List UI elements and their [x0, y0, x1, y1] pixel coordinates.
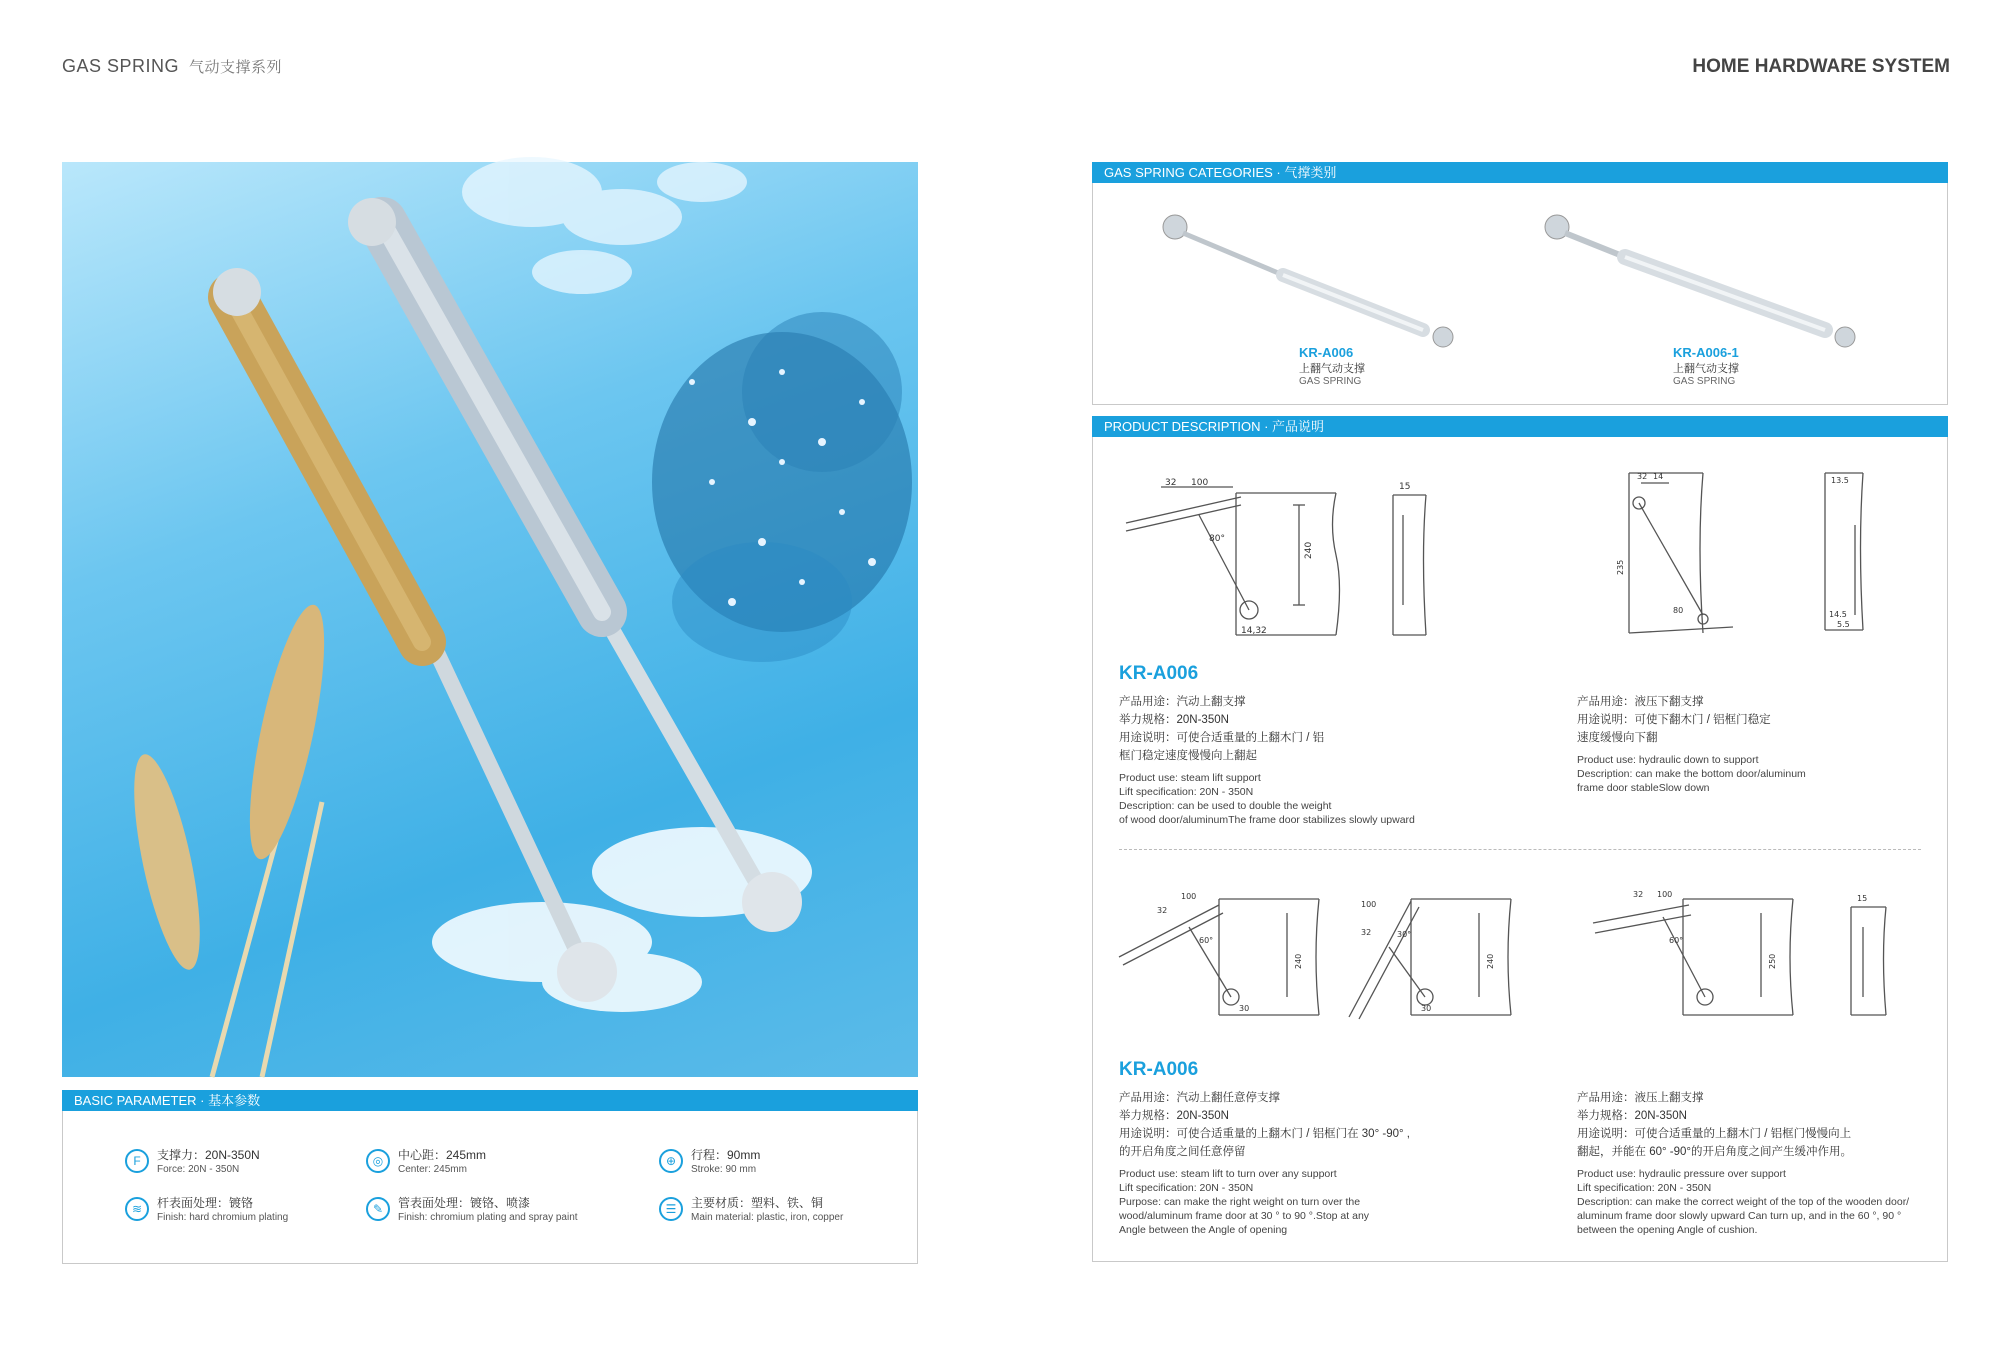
stroke-crosshair-icon: ⊕: [659, 1149, 683, 1173]
section1-right-text: [1577, 693, 1937, 795]
text-line: aluminum frame door slowly upward Can turn up, and in the 60 °, 90 °: [1577, 1210, 1902, 1222]
param-stroke-cn: 行程：90mm: [691, 1148, 761, 1162]
wheat-decoration: [121, 599, 340, 1077]
basic-parameter-panel: [62, 1111, 918, 1264]
center-target-icon: ◎: [366, 1149, 390, 1173]
series-title-en: GAS SPRING: [62, 56, 180, 76]
section1-left-text: [1119, 693, 1539, 827]
text-line: 用途说明：可使合适重量的上翻木门 / 铝: [1119, 732, 1325, 744]
diagram-hydraulic-up: [1593, 887, 1823, 1027]
dim-100: 100: [1181, 892, 1197, 901]
category-code: KR-A006: [1299, 345, 1354, 360]
dim-135: 13.5: [1831, 476, 1849, 485]
param-center-cn: 中心距：245mm: [398, 1148, 487, 1162]
text-line: 翻起，并能在 60° -90°的开启角度之间产生缓冲作用。: [1577, 1146, 1852, 1158]
text-line: Description: can make the correct weight of the top of the wooden door/: [1577, 1196, 1910, 1208]
text-line: 用途说明：可使合适重量的上翻木门 / 铝框门在 30° -90° ,: [1119, 1128, 1410, 1140]
text-line: 产品用途：汽动上翻任意停支撑: [1119, 1092, 1280, 1104]
text-line: 举力规格：20N-350N: [1577, 1110, 1687, 1122]
diagram-lift-side: [1381, 475, 1441, 645]
param-force: [125, 1147, 260, 1177]
param-center-en: Center: 245mm: [398, 1164, 467, 1175]
text-line: Lift specification: 20N - 350N: [1119, 786, 1254, 798]
param-center: [366, 1147, 486, 1177]
text-line: Product use: hydraulic down to support: [1577, 754, 1759, 766]
dim-100: 100: [1361, 900, 1377, 909]
dim-100: 100: [1657, 890, 1673, 899]
text-line: Product use: hydraulic pressure over support: [1577, 1168, 1786, 1180]
text-line: wood/aluminum frame door at 30 ° to 90 °.Stop at any: [1119, 1210, 1370, 1222]
text-line: 产品用途：液压下翻支撑: [1577, 696, 1704, 708]
dried-flowers-decoration: [652, 312, 912, 662]
category-item-a006-1: [1673, 345, 1739, 387]
param-force-en: Force: 20N - 350N: [157, 1164, 240, 1175]
diagram-down-side: [1815, 465, 1875, 635]
dim-55: 5.5: [1837, 620, 1850, 629]
dim-32b: 32: [1637, 472, 1648, 481]
dim-30: 30: [1239, 1004, 1250, 1013]
gold-gas-spring: [213, 268, 617, 1002]
param-tube-finish-en: Finish: chromium plating and spray paint: [398, 1212, 578, 1223]
param-stroke: [659, 1147, 760, 1177]
dim-240: 240: [1294, 953, 1303, 969]
categories-panel: [1092, 183, 1948, 405]
diagram-down-support: [1616, 465, 1733, 650]
page-header-right: HOME HARDWARE SYSTEM: [1692, 56, 1950, 77]
product-photo: [62, 162, 918, 1077]
text-line: 用途说明：可使下翻木门 / 铝框门稳定: [1577, 714, 1771, 726]
param-material-en: Main material: plastic, iron, copper: [691, 1212, 844, 1223]
category-code: KR-A006-1: [1673, 345, 1739, 360]
dim-32: 32: [1157, 906, 1168, 915]
param-rod-finish-en: Finish: hard chromium plating: [157, 1212, 289, 1223]
dim-30deg: 30°: [1397, 930, 1412, 939]
category-cn: 上翻气动支撑: [1673, 363, 1739, 375]
param-material-cn: 主要材质：塑料、铁、铜: [691, 1196, 824, 1210]
material-stack-icon: ☰: [659, 1197, 683, 1221]
param-material: [659, 1195, 843, 1225]
dim-100: 100: [1191, 478, 1209, 488]
param-tube-finish: [366, 1195, 578, 1225]
section-divider: [1119, 849, 1921, 850]
gas-spring-image-a006: [1153, 205, 1513, 345]
series-title-cn: 气动支撑系列: [189, 59, 283, 76]
dim-15: 15: [1857, 894, 1868, 903]
text-line: Description: can make the bottom door/aluminum: [1577, 768, 1806, 780]
param-force-cn: 支撑力：20N-350N: [157, 1148, 260, 1162]
param-stroke-en: Stroke: 90 mm: [691, 1164, 757, 1175]
text-line: 举力规格：20N-350N: [1119, 1110, 1229, 1122]
section2-code: KR-A006: [1119, 1059, 1199, 1080]
dim-30: 30: [1421, 1004, 1432, 1013]
dim-240: 240: [1486, 953, 1495, 969]
dim-145: 14.5: [1829, 610, 1847, 619]
section2-right-text: [1577, 1089, 1937, 1237]
description-title-bar: PRODUCT DESCRIPTION · 产品说明: [1092, 416, 1948, 437]
dim-60deg: 60°: [1669, 936, 1684, 945]
param-rod-finish-cn: 杆表面处理：镀铬: [157, 1196, 254, 1210]
text-line: Description: can be used to double the weight: [1119, 800, 1332, 812]
categories-title-bar: GAS SPRING CATEGORIES · 气撑类别: [1092, 162, 1948, 183]
diagram-free-stop-a: [1119, 887, 1349, 1027]
dim-32: 32: [1361, 928, 1372, 937]
category-cn: 上翻气动支撑: [1299, 363, 1365, 375]
text-line: 举力规格：20N-350N: [1119, 714, 1229, 726]
text-line: of wood door/aluminumThe frame door stabilizes slowly upward: [1119, 814, 1415, 826]
dim-14: 14: [1653, 472, 1664, 481]
tube-finish-icon: ✎: [366, 1197, 390, 1221]
basic-parameter-title-bar: BASIC PARAMETER · 基本参数: [62, 1090, 918, 1111]
param-tube-finish-cn: 管表面处理：镀铬、喷漆: [398, 1196, 531, 1210]
diagram-free-stop-b: [1341, 887, 1531, 1027]
diagram-hydraulic-side: [1841, 887, 1901, 1027]
category-en: GAS SPRING: [1673, 376, 1736, 387]
force-icon: F: [125, 1149, 149, 1173]
text-line: between the opening Angle of cushion.: [1577, 1224, 1758, 1236]
dim-80: 80: [1673, 606, 1684, 615]
text-line: Lift specification: 20N - 350N: [1119, 1182, 1254, 1194]
blossom-decoration: [462, 157, 747, 294]
dim-60deg: 60°: [1199, 936, 1214, 945]
description-panel: [1092, 437, 1948, 1262]
dim-250: 250: [1768, 953, 1777, 969]
section1-code: KR-A006: [1119, 663, 1199, 684]
rod-finish-icon: ≋: [125, 1197, 149, 1221]
text-line: 用途说明：可使合适重量的上翻木门 / 铝框门慢慢向上: [1577, 1128, 1852, 1140]
text-line: Purpose: can make the right weight on turn over the: [1119, 1196, 1361, 1208]
category-item-a006: [1299, 345, 1365, 387]
text-line: 产品用途：汽动上翻支撑: [1119, 696, 1246, 708]
text-line: 速度缓慢向下翻: [1577, 732, 1658, 744]
dim-235: 235: [1616, 559, 1625, 575]
param-rod-finish: [125, 1195, 288, 1225]
text-line: frame door stableSlow down: [1577, 782, 1710, 794]
dim-32: 32: [1165, 478, 1177, 488]
category-en: GAS SPRING: [1299, 376, 1362, 387]
text-line: 框门稳定速度慢慢向上翻起: [1119, 750, 1257, 762]
page-header-left: [62, 56, 282, 77]
text-line: 的开启角度之间任意停留: [1119, 1146, 1246, 1158]
dim-1432: 14,32: [1241, 626, 1267, 636]
text-line: Product use: steam lift support: [1119, 772, 1261, 784]
text-line: Lift specification: 20N - 350N: [1577, 1182, 1712, 1194]
text-line: Angle between the Angle of opening: [1119, 1224, 1288, 1236]
dim-32: 32: [1633, 890, 1644, 899]
dim-15: 15: [1399, 482, 1411, 492]
dim-80deg: 80°: [1209, 534, 1225, 544]
text-line: Product use: steam lift to turn over any support: [1119, 1168, 1337, 1180]
section2-left-text: [1119, 1089, 1549, 1237]
text-line: 产品用途：液压上翻支撑: [1577, 1092, 1704, 1104]
dim-240: 240: [1304, 541, 1314, 559]
gas-spring-image-a006-1: [1535, 205, 1905, 345]
